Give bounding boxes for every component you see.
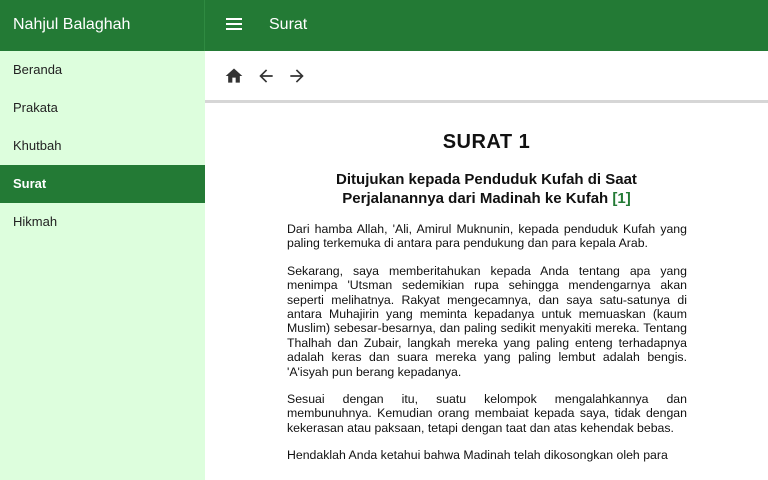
app-bar: [205, 0, 768, 51]
letter-body: [287, 222, 687, 463]
letter-subtitle: [322, 170, 652, 208]
paragraph: Sesuai dengan itu, suatu kelompok mengalahkannya dan membunuhnya. Kemudian orang membaiat kepada saya, tidak dengan kekerasan atau paksaan, tetapi dengan taat dan atas kehendak bebas.: [287, 392, 687, 435]
paragraph: Dari hamba Allah, 'Ali, Amirul Muknunin, kepada penduduk Kufah yang paling terkemuka di antara para pendukung dan para kepala Arab.: [287, 222, 687, 251]
home-icon[interactable]: [224, 66, 244, 86]
footnote-link[interactable]: [1]: [612, 190, 631, 207]
paragraph: Sekarang, saya memberitahukan kepada Anda tentang apa yang menimpa 'Utsman sedemikian rupa sehingga mendengarnya akan seperti melihatnya. Rakyat mengecamnya, dan saya satu-satunya di antara Muhajirin yang meminta kepadanya untuk memuaskan (kaum Muslim) sebesar-besarnya, dan paling sedikit menyakiti mereka. Tentang Thalhah dan Zubair, langkah mereka yang paling enteng terhadapnya adalah keras dan suara mereka yang paling lembut adalah bengis. 'A'isyah pun berang kepadanya.: [287, 263, 687, 379]
letter-content: [205, 106, 768, 480]
sidebar-item-hikmah[interactable]: Hikmah: [13, 214, 58, 229]
arrow-left-icon[interactable]: [256, 66, 276, 86]
paragraph: Hendaklah Anda ketahui bahwa Madinah telah dikosongkan oleh para: [287, 448, 668, 463]
app-title: Nahjul Balaghah: [0, 0, 205, 51]
hamburger-icon[interactable]: [226, 18, 242, 32]
letter-subtitle-text: Ditujukan kepada Penduduk Kufah di Saat Perjalanannya dari Madinah ke Kufah: [336, 171, 637, 207]
arrow-right-icon[interactable]: [287, 66, 307, 86]
sidebar-item-surat[interactable]: Surat: [0, 165, 205, 203]
navigation-toolbar: [205, 51, 768, 103]
sidebar-item-khutbah[interactable]: Khutbah: [13, 138, 62, 153]
page-title: Surat: [269, 16, 308, 33]
navigation-drawer: [0, 0, 205, 480]
sidebar-item-beranda[interactable]: Beranda: [13, 62, 63, 77]
letter-title: SURAT 1: [442, 131, 531, 153]
sidebar-item-prakata[interactable]: Prakata: [13, 100, 58, 115]
